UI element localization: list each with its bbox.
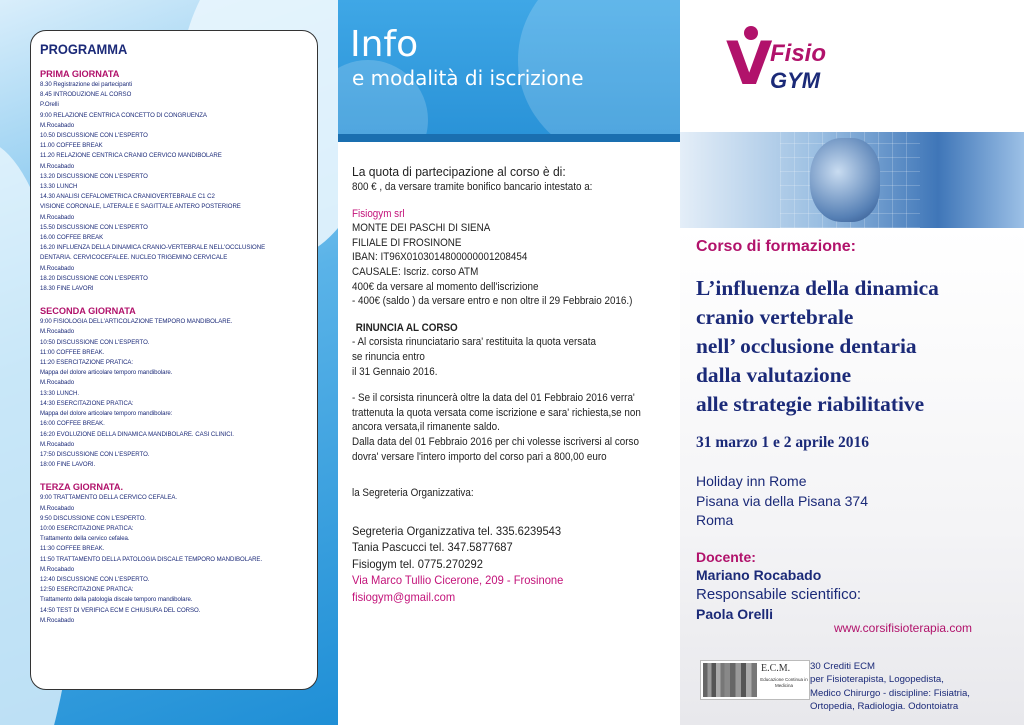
schedule-line: Trattamento della cervico cefalea. bbox=[40, 535, 130, 543]
ecm-credits bbox=[810, 660, 1020, 714]
programma-title: PROGRAMMA bbox=[40, 41, 128, 57]
venue-line: Roma bbox=[696, 512, 734, 529]
rinuncia-text: dovra' versare l'intero importo del corso pari a 800,00 euro bbox=[352, 450, 607, 463]
schedule-line: 12:40 DISCUSSIONE CON L'ESPERTO. bbox=[40, 575, 150, 583]
schedule-line: 10.50 DISCUSSIONE CON L'ESPERTO bbox=[40, 132, 148, 140]
ecm-line: Ortopedia, Radiologia. Odontoiatra bbox=[810, 701, 959, 713]
schedule-line: M.Rocabado bbox=[40, 379, 75, 387]
schedule-line: 8.30 Registrazione dei partecipanti bbox=[40, 81, 133, 88]
schedule-line: 16:00 COFFEE BREAK. bbox=[40, 420, 105, 428]
ecm-line: Medico Chirurgo - discipline: Fisiatria, bbox=[810, 687, 970, 699]
day-heading: TERZA GIORNATA. bbox=[40, 482, 124, 493]
ecm-people-image bbox=[703, 663, 757, 697]
course-title-line: nell’ occlusione dentaria bbox=[696, 334, 917, 358]
info-title: Info bbox=[350, 24, 419, 65]
ecm-logo bbox=[700, 660, 810, 700]
rinuncia-text: ancora versata,il rimanente saldo. bbox=[352, 421, 500, 434]
rinuncia-text: - Se il corsista rinuncerà oltre la data del 01 Febbraio 2016 verra' bbox=[352, 392, 635, 405]
course-title bbox=[696, 274, 1016, 419]
rinuncia-text: - Al corsista rinunciatario sara' restituita la quota versata bbox=[352, 336, 596, 349]
course-dates: 31 marzo 1 e 2 aprile 2016 bbox=[696, 434, 870, 451]
quota-amount: 800 € , da versare tramite bonifico bancario intestato a: bbox=[352, 181, 593, 193]
course-details bbox=[680, 228, 1024, 725]
schedule-line: M.Rocabado bbox=[40, 264, 75, 272]
schedule-line: 14:30 ESERCITAZIONE PRATICA: bbox=[40, 399, 134, 407]
schedule-line: 11:20 ESERCITAZIONE PRATICA: bbox=[40, 359, 134, 367]
contact-line: Fisiogym tel. 0775.270292 bbox=[352, 556, 483, 571]
rinuncia-heading: RINUNCIA AL CORSO bbox=[355, 321, 458, 334]
course-title-line: cranio vertebrale bbox=[696, 305, 854, 329]
schedule-line: 18.30 FINE LAVORI bbox=[40, 285, 94, 293]
schedule-line: 8.45 INTRODUZIONE AL CORSO bbox=[40, 91, 132, 99]
schedule-line: 11:30 COFFEE BREAK. bbox=[40, 545, 105, 553]
schedule-line: 15.50 DISCUSSIONE CON L'ESPERTO bbox=[40, 223, 148, 231]
rinuncia-text: trattenuta la quota versata come iscrizione e sara' richiesta,se non bbox=[352, 406, 641, 419]
schedule-line: 13:30 LUNCH. bbox=[40, 389, 80, 397]
responsabile-name: Paola Orelli bbox=[696, 606, 774, 622]
schedule-line: VISIONE CORONALE, LATERALE E SAGITTALE ANTERO POSTERIORE bbox=[40, 203, 241, 211]
schedule-line: M.Rocabado bbox=[40, 121, 75, 129]
header-photo bbox=[680, 132, 1024, 228]
bank-branch: FILIALE DI FROSINONE bbox=[352, 236, 462, 249]
address: Via Marco Tullio Cicerone, 209 - Frosinone bbox=[352, 573, 564, 588]
schedule-line: M.Rocabado bbox=[40, 616, 75, 624]
bank-name: MONTE DEI PASCHI DI SIENA bbox=[352, 222, 491, 235]
schedule-line: 12:50 ESERCITAZIONE PRATICA: bbox=[40, 586, 134, 594]
info-panel bbox=[338, 0, 680, 725]
ecm-logo-text: E.C.M. bbox=[761, 663, 791, 674]
rinuncia-text: se rinuncia entro bbox=[352, 350, 425, 363]
logo-v-icon: V bbox=[726, 29, 773, 99]
schedule-line: M.Rocabado bbox=[40, 440, 75, 448]
docente-name: Mariano Rocabado bbox=[696, 567, 822, 583]
segreteria-heading: la Segreteria Organizzativa: bbox=[352, 487, 474, 500]
programma-panel bbox=[0, 0, 338, 725]
causale: CAUSALE: Iscriz. corso ATM bbox=[352, 265, 479, 278]
email-link[interactable]: fisiogym@gmail.com bbox=[352, 590, 456, 605]
course-title-line: L’influenza della dinamica bbox=[696, 276, 939, 300]
ecm-line: 30 Crediti ECM bbox=[810, 661, 876, 672]
docente-label: Docente: bbox=[696, 549, 756, 565]
quota-heading: La quota di partecipazione al corso è di: bbox=[352, 164, 566, 179]
schedule-line: M.Rocabado bbox=[40, 504, 75, 512]
info-body bbox=[352, 164, 672, 606]
beneficiary: Fisiogym srl bbox=[352, 207, 405, 220]
ecm-logo-subtext: Educazione Continua in Medicina bbox=[760, 677, 808, 688]
schedule-line: 18:00 FINE LAVORI. bbox=[40, 461, 96, 469]
schedule-line: 11.20 RELAZIONE CENTRICA CRANIO CERVICO MANDIBOLARE bbox=[40, 152, 222, 160]
venue-line: Holiday inn Rome bbox=[696, 473, 807, 489]
day-heading: SECONDA GIORNATA bbox=[40, 306, 136, 317]
schedule-line: 11:00 COFFEE BREAK. bbox=[40, 348, 105, 356]
schedule-line: P.Orelli bbox=[40, 101, 59, 109]
schedule-line: 13.20 DISCUSSIONE CON L'ESPERTO bbox=[40, 172, 148, 180]
schedule-line: M.Rocabado bbox=[40, 328, 75, 336]
contact-line: Segreteria Organizzativa tel. 335.6239543 bbox=[352, 523, 562, 538]
rinuncia-text: il 31 Gennaio 2016. bbox=[352, 365, 438, 378]
schedule-line: 16.00 COFFEE BREAK bbox=[40, 234, 104, 242]
schedule-line: 16.20 INFLUENZA DELLA DINAMICA CRANIO-VERTEBRALE NELL'OCCLUSIONE bbox=[40, 244, 266, 252]
schedule-line: 14:50 TEST DI VERIFICA ECM E CHIUSURA DEL CORSO. bbox=[40, 606, 201, 614]
schedule-line: 9:00 TRATTAMENTO DELLA CERVICO CEFALEA. bbox=[40, 494, 178, 502]
schedule-line: 17:50 DISCUSSIONE CON L'ESPERTO. bbox=[40, 450, 150, 458]
contact-line: Tania Pascucci tel. 347.5877687 bbox=[352, 540, 513, 555]
course-label: Corso di formazione: bbox=[696, 238, 857, 255]
payment-2: - 400€ (saldo ) da versare entro e non oltre il 29 Febbraio 2016.) bbox=[352, 295, 633, 308]
info-subtitle: e modalità di iscrizione bbox=[352, 66, 584, 90]
schedule-line: Mappa del dolore articolare temporo mandibolare: bbox=[40, 410, 173, 418]
schedule-line: 11:50 TRATTAMENTO DELLA PATOLOGIA DISCALE TEMPORO MANDIBOLARE. bbox=[40, 555, 263, 563]
info-header bbox=[338, 0, 680, 134]
schedule-line: 9:00 FISIOLOGIA DELL'ARTICOLAZIONE TEMPORO MANDIBOLARE. bbox=[40, 318, 233, 326]
schedule-line: DENTARIA. CERVICOCEFALEE. NUCLEO TRIGEMINO CERVICALE bbox=[40, 254, 228, 262]
schedule-line: 10:00 ESERCITAZIONE PRATICA: bbox=[40, 524, 134, 532]
course-title-line: dalla valutazione bbox=[696, 363, 852, 387]
schedule-line: 18.20 DISCUSSIONE CON L'ESPERTO bbox=[40, 274, 148, 282]
schedule-line: 14.30 ANALISI CEFALOMETRICA CRANIOVERTEBRALE C1 C2 bbox=[40, 193, 215, 201]
schedule-line: 11.00 COFFEE BREAK bbox=[40, 142, 103, 150]
schedule-line: 9:00 RELAZIONE CENTRICA CONCETTO DI CONGRUENZA bbox=[40, 111, 207, 119]
schedule-line: 9:50 DISCUSSIONE CON L'ESPERTO. bbox=[40, 514, 147, 522]
schedule-line: 13.30 LUNCH bbox=[40, 183, 78, 191]
payment-1: 400€ da versare al momento dell'iscrizione bbox=[352, 280, 539, 293]
course-panel bbox=[680, 0, 1024, 725]
fisiogym-logo bbox=[726, 24, 846, 104]
schedule-line: Mappa del dolore articolare temporo mandibolare. bbox=[40, 369, 173, 377]
header-stripe bbox=[338, 134, 680, 142]
schedule-line: M.Rocabado bbox=[40, 565, 75, 573]
website-link[interactable]: www.corsifisioterapia.com bbox=[834, 621, 973, 635]
course-venue bbox=[696, 472, 868, 531]
schedule-line: 10:50 DISCUSSIONE CON L'ESPERTO. bbox=[40, 338, 150, 346]
day-heading: PRIMA GIORNATA bbox=[40, 69, 120, 79]
schedule-line: M.Rocabado bbox=[40, 213, 75, 221]
logo-gym: GYM bbox=[770, 68, 821, 93]
venue-line: Pisana via della Pisana 374 bbox=[696, 492, 869, 509]
responsabile-label: Responsabile scientifico: bbox=[696, 586, 862, 603]
logo-fisio: Fisio bbox=[770, 40, 827, 67]
course-title-line: alle strategie riabilitative bbox=[696, 392, 925, 416]
ecm-line: per Fisioterapista, Logopedista, bbox=[810, 674, 944, 686]
programma-box bbox=[30, 30, 318, 690]
schedule-line: M.Rocabado bbox=[40, 162, 75, 170]
schedule-line: 16:20 EVOLUZIONE DELLA DINAMICA MANDIBOLARE. CASI CLINICI. bbox=[40, 430, 234, 438]
iban: IBAN: IT96X0103014800000001208454 bbox=[352, 251, 528, 264]
head-scan-image bbox=[810, 138, 880, 222]
programma-days bbox=[40, 69, 309, 626]
schedule-line: Trattamento della patologia discale temporo mandibolare. bbox=[40, 596, 193, 604]
rinuncia-text: Dalla data del 01 Febbraio 2016 per chi volesse iscriversi al corso bbox=[352, 435, 639, 448]
